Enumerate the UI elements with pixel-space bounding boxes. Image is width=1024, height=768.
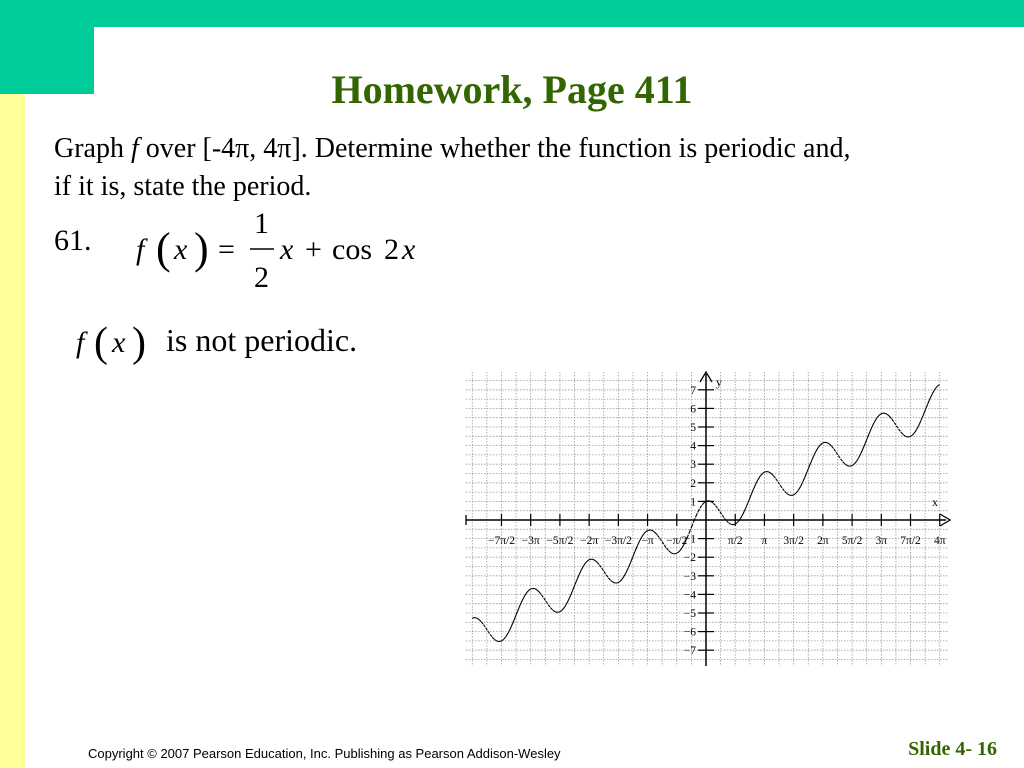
function-curve-segment [863,444,865,449]
y-tick-label: 7 [690,384,696,397]
function-curve-segment [700,505,702,508]
function-curve-segment [729,523,731,524]
copyright-notice: Copyright © 2007 Pearson Education, Inc. Publishing as Pearson Addison-Wesley [88,746,561,761]
function-curve-segment [515,613,517,619]
function-curve-segment [818,445,820,448]
function-curve-segment [879,414,881,416]
eq-two: 2 [384,233,399,266]
function-curve-segment [791,495,793,496]
function-curve-segment [613,582,615,583]
function-curve-segment [626,567,628,572]
x-axis-label: x [932,495,938,509]
function-curve-segment [671,553,673,554]
eq-plus: + [305,233,322,266]
function-curve-segment [785,491,787,493]
function-curve-segment [903,434,905,436]
y-tick-label: −6 [683,626,696,639]
function-curve-segment [807,466,809,472]
prompt-text-start: Graph [54,133,131,164]
function-curve-segment [530,588,532,589]
function-curve-segment [832,446,834,449]
function-curve-segment [823,442,825,443]
problem-prompt [54,130,874,206]
function-curve-segment [847,466,849,467]
x-tick-label: 2π [817,535,829,547]
function-curve-segment [812,456,814,461]
x-tick-label: −π/2 [666,535,688,547]
function-curve-segment [539,592,541,595]
problem-number: 61. [54,224,92,257]
eq-denominator: 2 [254,261,269,294]
function-curve-segment [805,472,807,477]
function-curve-segment [504,637,506,640]
y-axis-label: y [716,375,722,389]
function-curve-segment [800,482,802,486]
function-curve-segment [899,429,901,432]
function-curve-segment [658,535,660,538]
function-curve-segment [771,474,773,476]
function-curve-segment [488,631,490,634]
function-curve-segment [776,479,778,482]
function-curve-segment [593,559,595,560]
function-curve-segment [722,515,724,518]
ans-x: x [112,326,126,359]
function-curve-segment [932,390,934,394]
function-curve-segment [604,571,606,574]
x-tick-label: −7π/2 [487,535,515,547]
function-curve-segment [838,456,840,459]
x-tick-label: −5π/2 [546,535,574,547]
function-curve-segment [827,443,829,444]
function-curve-segment [555,611,557,612]
function-curve-segment [622,576,624,579]
function-curve-segment [740,515,742,519]
function-curve-segment [559,611,561,612]
function-curve-segment [566,601,568,605]
function-curve-segment [727,521,729,523]
eq-rparen: ) [194,224,209,273]
function-curve-segment [702,502,704,504]
function-curve-segment [675,553,677,554]
function-curve-segment [820,443,822,445]
function-curve-segment [608,578,610,581]
function-curve-segment [910,435,912,436]
function-curve-segment [916,426,918,430]
function-curve-segment [635,546,637,551]
x-tick-label: 4π [933,535,946,547]
function-curve-segment [553,610,555,612]
function-curve-segment [867,433,869,438]
function-curve-segment [925,404,927,410]
function-curve-segment [597,562,599,565]
function-curve-segment [637,541,639,546]
function-curve-segment [736,522,738,524]
y-tick-label: −5 [683,608,696,620]
function-curve-segment [887,415,889,417]
x-tick-label: 3π [875,535,888,547]
function-curve-segment [588,559,590,560]
function-curve-segment [629,562,631,567]
function-curve-segment [577,574,579,579]
function-curve-segment [519,602,521,607]
function-curve-segment [483,625,485,628]
slide-title: Homework, Page 411 [331,67,693,112]
function-curve-segment [646,530,648,531]
function-curve-segment [912,433,914,435]
function-curve-segment [783,489,785,492]
function-curve-segment [872,423,874,428]
y-tick-label: −1 [683,533,696,546]
y-tick-label: 6 [690,403,696,416]
function-curve-segment [669,551,671,553]
y-tick-label: 2 [690,477,696,490]
function-curve-segment [841,459,843,462]
function-curve-segment [492,637,494,639]
function-curve-segment [517,607,519,612]
function-curve-segment [742,511,744,516]
answer-text: is not periodic. [166,322,358,358]
equation [130,205,450,295]
function-curve-segment [541,595,543,598]
ans-lparen: ( [94,322,108,366]
function-curve-segment [510,624,512,629]
function-curve-segment [845,464,847,466]
function-curve-segment [477,618,479,619]
function-curve-segment [901,432,903,434]
function-curve-segment [655,533,657,536]
function-curve-segment [497,641,499,642]
eq-rhs-x: x [280,233,294,266]
x-tick-label: π [761,535,768,547]
ans-f: f [76,326,85,359]
function-curve-segment [767,472,769,473]
function-curve-segment [914,430,916,433]
function-curve-segment [745,506,747,511]
prompt-function-name: f [130,133,139,164]
function-curve-segment [843,462,845,464]
function-curve-segment [535,589,537,590]
function-curve-segment [787,494,789,495]
y-tick-label: 4 [690,440,696,453]
function-curve-segment [508,629,510,633]
function-curve-segment [754,484,756,489]
eq-rhs-x2: x [402,233,416,266]
function-curve-segment [472,618,474,619]
function-curve-segment [856,458,858,461]
function-curve-segment [695,513,697,517]
function-curve-segment [937,385,939,387]
eq-equals: = [218,233,235,266]
answer-function [72,322,162,372]
function-curve-segment [586,560,588,562]
function-curve-segment [521,598,523,603]
function-curve-segment [881,413,883,414]
function-curve-segment [579,569,581,574]
function-curve-segment [809,461,811,466]
function-curve-segment [582,565,584,569]
function-curve-segment [512,618,514,623]
x-tick-label: π/2 [727,535,743,547]
function-curve-segment [780,485,782,488]
function-curve-segment [865,438,867,444]
x-tick-label: 7π/2 [900,535,921,547]
y-tick-label: 3 [690,459,696,472]
y-tick-label: −4 [683,589,696,602]
x-tick-label: 3π/2 [783,535,804,547]
slide-number: Slide 4- 16 [908,738,997,760]
y-tick-label: 5 [690,422,696,434]
eq-cos: cos [332,233,372,266]
function-graph [462,368,954,670]
function-curve-segment [716,506,718,508]
function-curve-segment [798,487,800,491]
function-curve-segment [617,582,619,583]
function-curve-segment [595,561,597,563]
top-accent-bar [0,0,1024,27]
function-curve-segment [584,562,586,565]
y-tick-label: −2 [683,552,696,565]
ans-rparen: ) [132,322,146,366]
x-tick-label: −2π [580,535,599,547]
prompt-text-end: over [-4π, 4π]. Determine whether the function is periodic and, if it is, state the period. [54,133,851,202]
function-curve-segment [816,448,818,452]
function-curve-segment [756,480,758,484]
function-curve-segment [930,394,932,399]
function-curve-segment [928,399,930,404]
eq-f: f [136,233,145,266]
eq-numerator: 1 [254,207,269,240]
function-curve-segment [611,580,613,582]
function-curve-segment [854,462,856,465]
function-curve-segment [861,449,863,454]
function-curve-segment [633,551,635,557]
function-curve-segment [568,596,570,601]
function-curve-segment [490,634,492,637]
function-curve-segment [760,474,762,477]
function-curve-segment [758,476,760,480]
function-curve-segment [537,590,539,592]
x-tick-label: −π [641,535,654,547]
y-tick-label: 1 [690,496,696,509]
function-curve-segment [834,449,836,452]
function-curve-segment [564,605,566,608]
function-curve-segment [747,500,749,505]
function-curve-segment [495,639,497,640]
function-curve-segment [713,503,715,505]
function-curve-segment [874,419,876,423]
function-curve-segment [562,608,564,610]
function-curve-segment [575,579,577,585]
function-curve-segment [606,575,608,578]
function-curve-segment [651,530,653,531]
x-tick-label: −3π/2 [604,535,632,547]
function-curve-segment [803,477,805,482]
function-curve-segment [528,589,530,591]
eq-x: x [174,233,188,266]
function-curve-segment [870,427,872,432]
function-curve-segment [644,531,646,533]
y-tick-label: −7 [683,645,696,658]
side-accent-bar [0,94,25,768]
function-curve-segment [506,633,508,637]
eq-lparen: ( [156,224,171,273]
function-curve-segment [678,551,680,553]
function-curve-segment [550,607,552,609]
function-curve-segment [548,605,550,608]
function-curve-segment [733,524,735,525]
function-curve-segment [892,419,894,422]
function-curve-segment [620,579,622,581]
function-curve-segment [653,531,655,533]
function-curve-segment [526,591,528,594]
function-curve-segment [666,548,668,551]
y-tick-label: −3 [683,570,696,583]
function-curve-segment [919,421,921,426]
x-tick-label: 5π/2 [841,535,863,547]
function-curve-segment [479,620,481,622]
function-curve-segment [885,413,887,414]
function-curve-segment [774,476,776,479]
function-curve-segment [852,464,854,465]
x-tick-label: −3π [521,535,540,547]
